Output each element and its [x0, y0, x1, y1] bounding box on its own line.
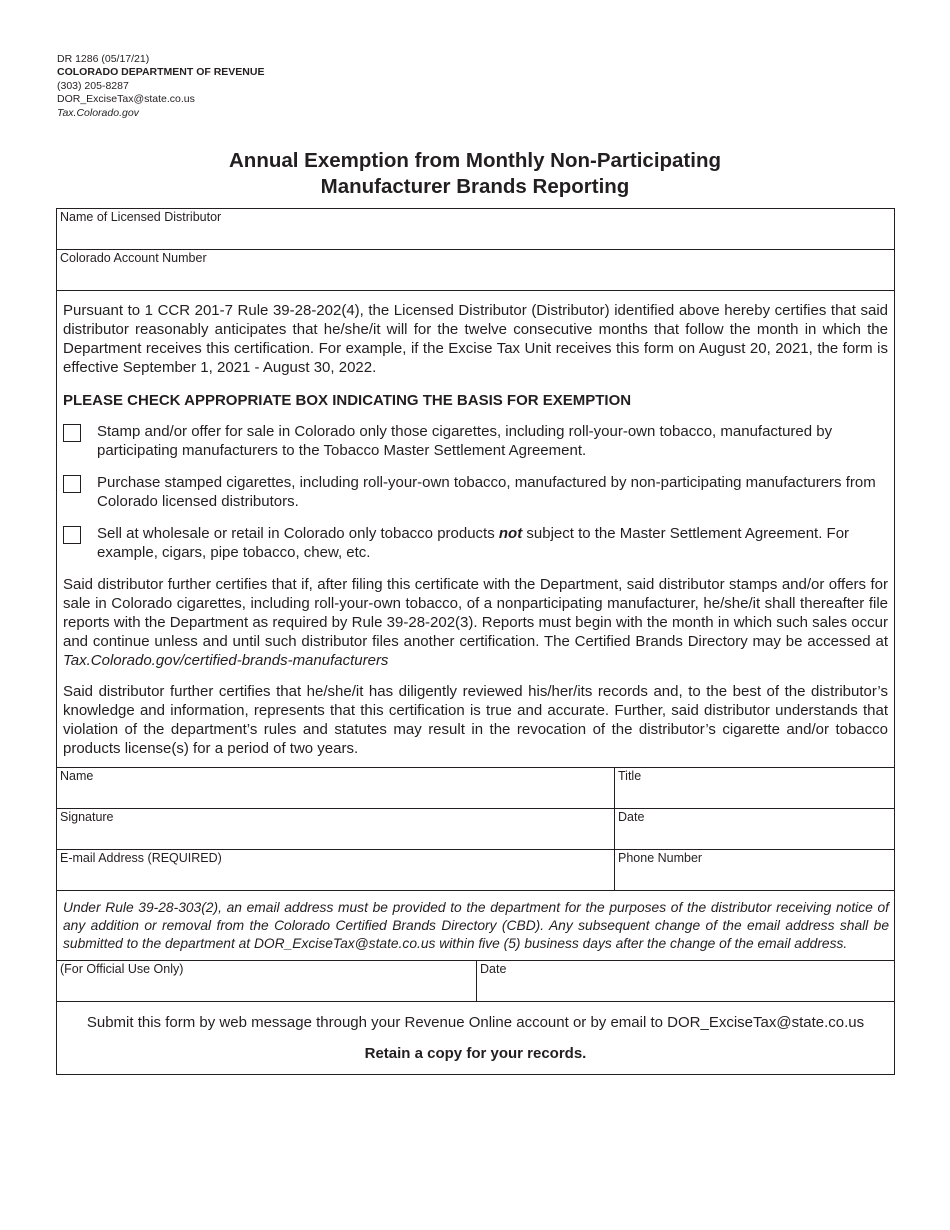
exemption-option-1 [63, 422, 888, 460]
exemption-form [56, 208, 895, 1075]
para2-text: Said distributor further certifies that if, after filing this certificate with the Department, said distributor stamps and/or offers for sale in Colorado cigarettes, including roll-your-own tobacco, of a nonparticipating manufacturer, he/she/it shall thereafter file reports with the Department as required by Rule 39-28-202(3). Reports must begin with the month in which such sales occur and continue unless and until such distributor files another certification. The Certified Brands Directory may be accessed at [63, 576, 888, 650]
department-name: COLORADO DEPARTMENT OF REVENUE [57, 66, 265, 79]
official-date-label: Date [480, 962, 507, 976]
phone-label: Phone Number [618, 851, 703, 865]
option-1-checkbox[interactable] [63, 424, 81, 442]
phone-field[interactable] [614, 850, 894, 890]
email-label: E-mail Address (REQUIRED) [60, 851, 222, 865]
option-2-text: Purchase stamped cigarettes, including roll-your-own tobacco, manufactured by non-participating manufacturers from Colorado licensed distributors. [97, 474, 876, 510]
official-use-label: (For Official Use Only) [60, 962, 184, 976]
form-title-line-1: Annual Exemption from Monthly Non-Participating [229, 149, 721, 172]
intro-paragraph: Pursuant to 1 CCR 201-7 Rule 39-28-202(4), the Licensed Distributor (Distributor) identified above hereby certifies that said distributor reasonably anticipates that he/she/it will for the twelve consecutive months that follow the month in which the Department receives this certification. For example, if the Excise Tax Unit receives this form on August 20, 2021, the form is effective September 1, 2021 - August 30, 2022. [63, 302, 888, 376]
distributor-name-field[interactable] [57, 209, 894, 249]
department-email: DOR_ExciseTax@state.co.us [57, 93, 195, 106]
form-header [57, 53, 264, 120]
email-field[interactable] [57, 850, 614, 890]
account-number-row [57, 250, 894, 291]
submit-instructions: Submit this form by web message through your Revenue Online account or by email to DOR_ExciseTax@state.co.us [86, 1014, 865, 1031]
signature-date-row [57, 809, 894, 850]
name-title-row [57, 768, 894, 809]
certification-text [57, 291, 894, 767]
option-3-checkbox[interactable] [63, 526, 81, 544]
distributor-name-label: Name of Licensed Distributor [60, 210, 222, 224]
check-heading: PLEASE CHECK APPROPRIATE BOX INDICATING THE BASIS FOR EXEMPTION [63, 392, 632, 409]
option-1-text: Stamp and/or offer for sale in Colorado only those cigarettes, including roll-your-own tobacco, manufactured by participating manufacturers to the Tobacco Master Settlement Agreement. [97, 423, 833, 459]
account-number-label: Colorado Account Number [60, 251, 207, 265]
official-date-field [476, 961, 894, 1001]
department-phone: (303) 205-8287 [57, 79, 129, 92]
exemption-option-2 [63, 473, 888, 511]
accuracy-certification-paragraph: Said distributor further certifies that he/she/it has diligently reviewed his/her/its records and, to the best of the distributor’s knowledge and information, represents that this certification is true and accurate. Further, said distributor understands that violation of the department’s rules and statutes may result in the revocation of the distributor’s cigarette and/or tobacco products license(s) for a period of two years. [63, 683, 888, 757]
official-use-field [57, 961, 476, 1001]
department-website: Tax.Colorado.gov [57, 106, 139, 119]
option-3-text [97, 524, 888, 562]
title-label: Title [618, 769, 642, 783]
title-field[interactable] [614, 768, 894, 808]
email-notice: Under Rule 39-28-303(2), an email address must be provided to the department for the purposes of the distributor receiving notice of any addition or removal from the Colorado Certified Brands Directory (CBD). Any subsequent change of the email address shall be submitted to the department at DOR_ExciseTax@state.co.us within five (5) business days after the change of the email address. [63, 900, 889, 951]
form-title [0, 148, 950, 200]
email-phone-row [57, 850, 894, 891]
option-3-text-start: Sell at wholesale or retail in Colorado only tobacco products [97, 525, 499, 542]
signature-field[interactable] [57, 809, 614, 849]
option-3-text-end: subject to the Master Settlement Agreement. For example, cigars, pipe tobacco, chew, etc. [97, 525, 850, 561]
name-label: Name [60, 769, 94, 783]
email-notice-row [57, 891, 894, 961]
further-certification-paragraph [63, 575, 888, 670]
signature-label: Signature [60, 810, 114, 824]
certification-text-row [57, 291, 894, 768]
date-field[interactable] [614, 809, 894, 849]
form-title-line-2: Manufacturer Brands Reporting [320, 175, 630, 198]
date-label: Date [618, 810, 645, 824]
option-2-checkbox[interactable] [63, 475, 81, 493]
name-field[interactable] [57, 768, 614, 808]
option-3-emphasis: not [498, 525, 523, 542]
form-number: DR 1286 (05/17/21) [57, 53, 150, 65]
footer-row [57, 1002, 894, 1074]
exemption-option-3 [63, 524, 888, 562]
account-number-field[interactable] [57, 250, 894, 290]
form-footer [57, 1002, 894, 1074]
distributor-name-row [57, 209, 894, 250]
retain-copy-note: Retain a copy for your records. [364, 1045, 587, 1062]
certified-brands-link: Tax.Colorado.gov/certified-brands-manufacturers [63, 652, 389, 669]
official-use-row [57, 961, 894, 1002]
